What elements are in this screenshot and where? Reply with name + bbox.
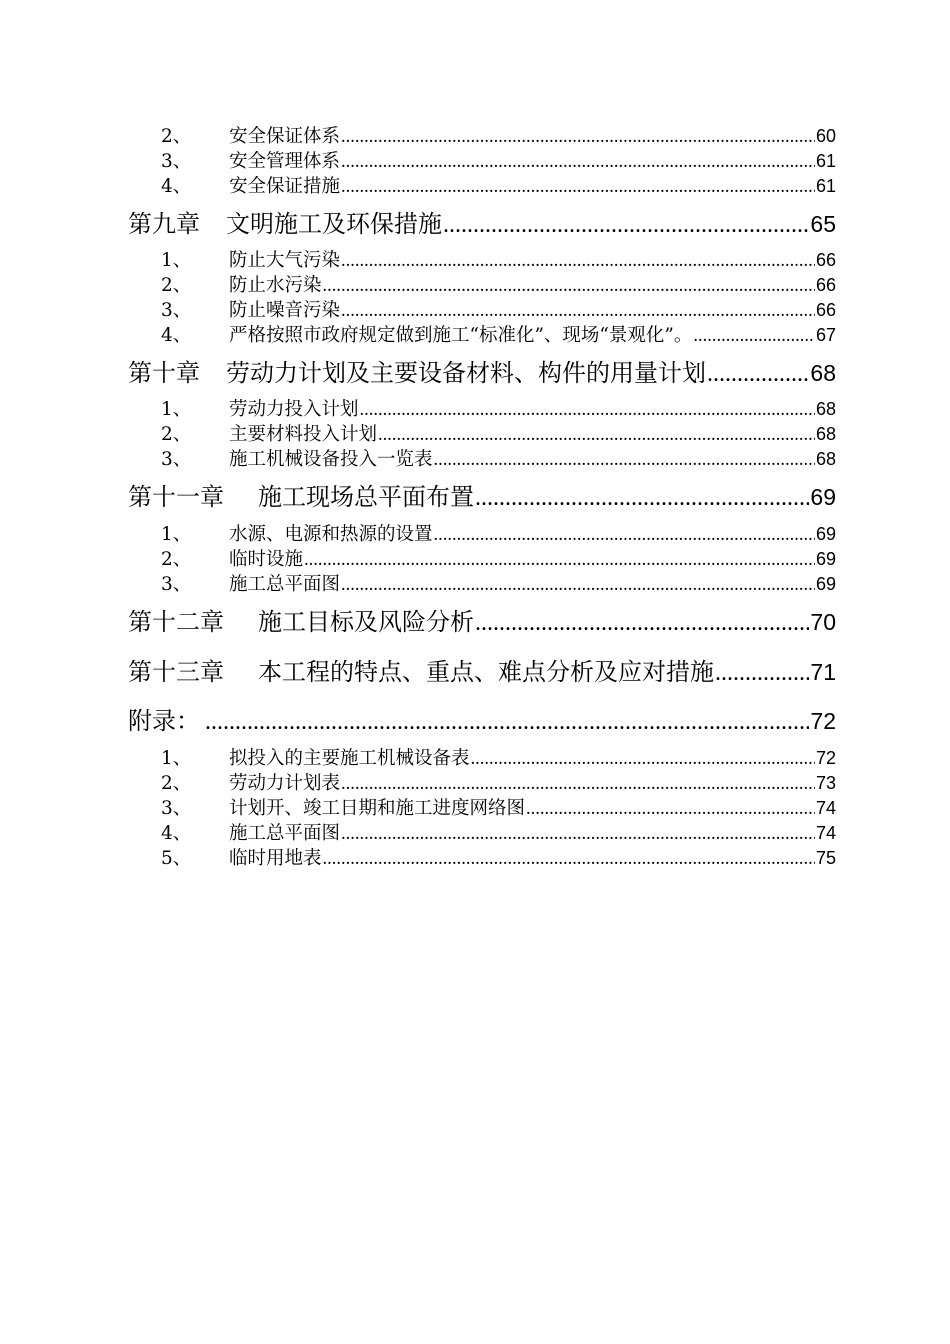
toc-entry[interactable]	[161, 547, 836, 572]
toc-entry[interactable]	[161, 174, 836, 199]
chapter-label: 第十一章	[128, 483, 224, 511]
chapter-label: 第十章	[128, 359, 200, 387]
appendix-page: 72	[810, 708, 836, 734]
toc-entry-number: 4、	[161, 823, 192, 844]
toc-entry-title: 严格按照市政府规定做到施工“标准化”、现场“景观化”。	[229, 325, 693, 346]
dot-leader	[475, 604, 809, 641]
dot-leader	[443, 206, 809, 243]
toc-entry[interactable]	[161, 771, 836, 796]
chapter-label: 第十三章	[128, 658, 224, 686]
toc-entry-title: 拟投入的主要施工机械设备表	[229, 748, 470, 769]
toc-entry-number: 2、	[161, 549, 192, 570]
toc-entry-number: 3、	[161, 151, 192, 172]
toc-entry-title: 防止大气污染	[229, 250, 341, 271]
dot-leader	[707, 355, 809, 392]
toc-entry-page: 68	[815, 399, 836, 419]
toc-entry-page: 73	[815, 773, 836, 793]
toc-entry-page: 68	[815, 449, 836, 469]
toc-chapter[interactable]	[128, 479, 836, 515]
chapter-title: 文明施工及环保措施	[226, 210, 442, 238]
toc-entry-title: 施工总平面图	[229, 574, 341, 595]
toc-entry-page: 69	[815, 524, 836, 544]
toc-entry-number: 5、	[161, 848, 192, 869]
toc-entry-page: 61	[815, 176, 836, 196]
toc-entry-page: 67	[815, 325, 836, 345]
toc-chapter[interactable]	[128, 206, 836, 242]
toc-entry-page: 68	[815, 424, 836, 444]
dot-leader	[341, 149, 815, 175]
toc-entry-number: 3、	[161, 798, 192, 819]
toc-entry-title: 安全管理体系	[229, 151, 341, 172]
toc-entry[interactable]	[161, 796, 836, 821]
dot-leader	[341, 248, 815, 274]
toc-entry-title: 施工机械设备投入一览表	[229, 449, 433, 470]
dot-leader	[434, 522, 815, 548]
toc-entry-page: 75	[815, 848, 836, 868]
toc-entry-page: 69	[815, 549, 836, 569]
toc-entry-page: 60	[815, 126, 836, 146]
toc-entry-title: 临时设施	[229, 549, 304, 570]
dot-leader	[378, 422, 815, 448]
chapter-title: 施工目标及风险分析	[258, 608, 474, 636]
toc-entry-title: 劳动力投入计划	[229, 399, 359, 420]
toc-appendix[interactable]	[128, 703, 836, 739]
toc-entry-number: 4、	[161, 176, 192, 197]
toc-entry-title: 防止水污染	[229, 275, 322, 296]
toc-entry[interactable]	[161, 248, 836, 273]
dot-leader	[471, 746, 815, 772]
toc-entry[interactable]	[161, 124, 836, 149]
toc-entry-page: 66	[815, 250, 836, 270]
toc-entry-title: 施工总平面图	[229, 823, 341, 844]
chapter-label: 第十二章	[128, 608, 224, 636]
toc-entry-number: 3、	[161, 300, 192, 321]
toc-entry-title: 水源、电源和热源的设置	[229, 524, 433, 545]
toc-entry-page: 61	[815, 151, 836, 171]
dot-leader	[341, 298, 815, 324]
toc-entry[interactable]	[161, 298, 836, 323]
toc-entry[interactable]	[161, 746, 836, 771]
dot-leader	[323, 846, 815, 872]
toc-entry[interactable]	[161, 323, 836, 348]
toc-entry[interactable]	[161, 422, 836, 447]
dot-leader	[341, 771, 815, 797]
dot-leader	[341, 174, 815, 200]
toc-entry[interactable]	[161, 273, 836, 298]
dot-leader	[323, 273, 815, 299]
toc-entry-page: 66	[815, 275, 836, 295]
toc-entry-title: 防止噪音污染	[229, 300, 341, 321]
dot-leader	[526, 796, 815, 822]
toc-entry-number: 3、	[161, 574, 192, 595]
chapter-page: 65	[810, 211, 836, 237]
toc-entry-page: 74	[815, 798, 836, 818]
toc-entry-number: 2、	[161, 773, 192, 794]
toc-entry-title: 劳动力计划表	[229, 773, 341, 794]
chapter-page: 71	[810, 659, 836, 685]
dot-leader	[304, 547, 815, 573]
toc-entry[interactable]	[161, 397, 836, 422]
toc-chapter[interactable]	[128, 654, 836, 690]
dot-leader	[715, 654, 809, 691]
toc-entry-number: 2、	[161, 275, 192, 296]
toc-entry-page: 74	[815, 823, 836, 843]
toc-entry-page: 66	[815, 300, 836, 320]
dot-leader	[693, 323, 815, 349]
chapter-title: 劳动力计划及主要设备材料、构件的用量计划	[226, 359, 706, 387]
dot-leader	[434, 447, 815, 473]
toc-entry-number: 4、	[161, 325, 192, 346]
toc-entry[interactable]	[161, 522, 836, 547]
toc-entry-page: 72	[815, 748, 836, 768]
toc-chapter[interactable]	[128, 604, 836, 640]
toc-entry-title: 安全保证措施	[229, 176, 341, 197]
chapter-title: 施工现场总平面布置	[258, 483, 474, 511]
toc-entry-page: 69	[815, 574, 836, 594]
toc-entry[interactable]	[161, 447, 836, 472]
toc-entry-title: 临时用地表	[229, 848, 322, 869]
toc-entry-title: 主要材料投入计划	[229, 424, 378, 445]
toc-entry[interactable]	[161, 821, 836, 846]
dot-leader	[475, 479, 809, 516]
toc-entry-number: 2、	[161, 126, 192, 147]
toc-entry-number: 1、	[161, 748, 192, 769]
toc-entry-title: 计划开、竣工日期和施工进度网络图	[229, 798, 526, 819]
chapter-page: 69	[810, 484, 836, 510]
toc-entry-number: 2、	[161, 424, 192, 445]
dot-leader	[341, 124, 815, 150]
dot-leader	[205, 703, 809, 740]
chapter-page: 68	[810, 360, 836, 386]
dot-leader	[360, 397, 815, 423]
toc-entry[interactable]	[161, 149, 836, 174]
toc-entry-title: 安全保证体系	[229, 126, 341, 147]
dot-leader	[341, 572, 815, 598]
dot-leader	[341, 821, 815, 847]
chapter-title: 本工程的特点、重点、难点分析及应对措施	[258, 658, 714, 686]
appendix-label: 附录：	[128, 707, 200, 735]
toc-entry-number: 1、	[161, 524, 192, 545]
toc-entry-number: 3、	[161, 449, 192, 470]
toc-entry-number: 1、	[161, 250, 192, 271]
toc-entry[interactable]	[161, 572, 836, 597]
toc-entry[interactable]	[161, 846, 836, 871]
toc-chapter[interactable]	[128, 355, 836, 391]
chapter-page: 70	[810, 609, 836, 635]
chapter-label: 第九章	[128, 210, 200, 238]
toc-entry-number: 1、	[161, 399, 192, 420]
